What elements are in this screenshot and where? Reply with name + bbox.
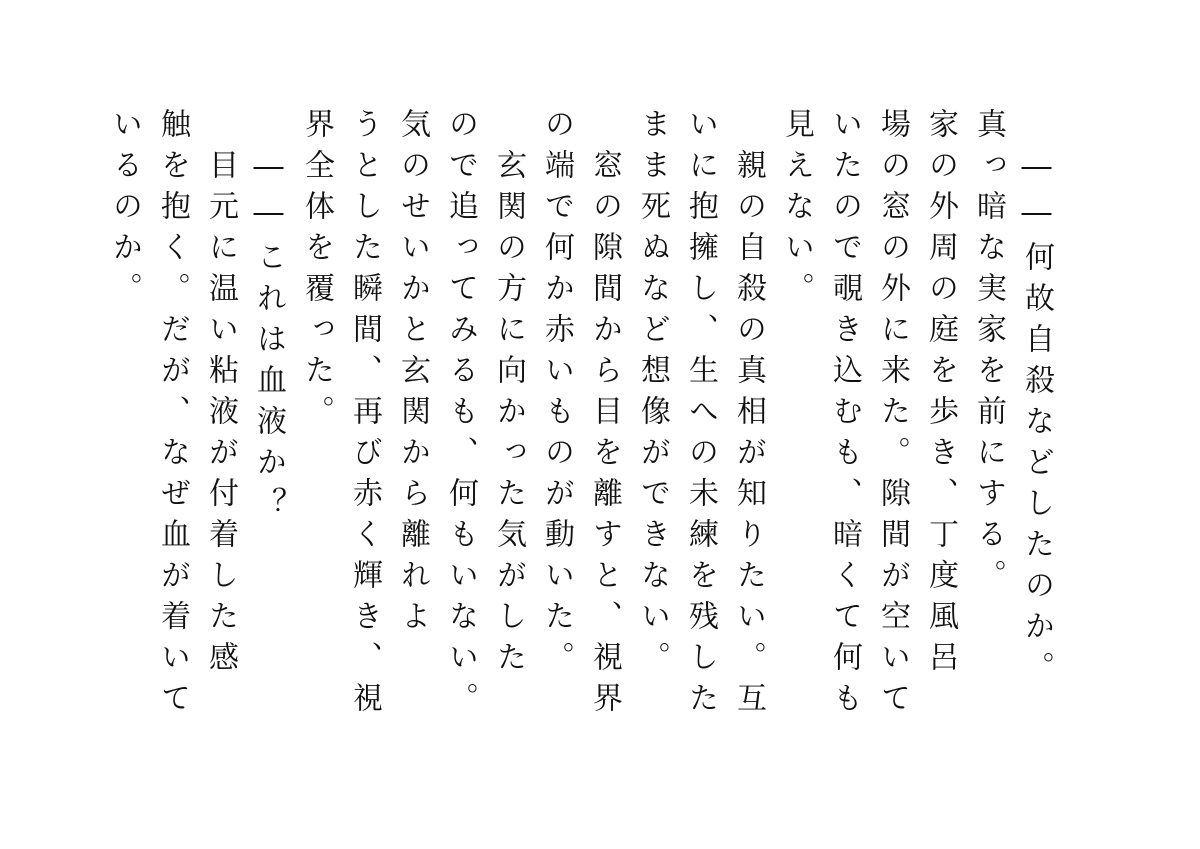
text-line-13: ので追ってみるも、何もいない。 <box>443 108 478 723</box>
text-line-19: 触を抱く。だが、なぜ血が着いて <box>155 108 190 723</box>
text-line-6: 見えない。 <box>779 108 814 313</box>
text-line-14: 気のせいかと玄関から離れよ <box>395 108 430 641</box>
text-line-10: 窓の隙間から目を離すと、視界 <box>587 108 622 723</box>
text-line-17: ――これは血液か？ <box>251 108 286 528</box>
text-line-3: 家の外周の庭を歩き、丁度風呂 <box>923 108 958 682</box>
text-line-16: 界全体を覆った。 <box>299 108 334 436</box>
text-line-2: 真っ暗な実家を前にする。 <box>971 108 1006 600</box>
text-line-15: うとした瞬間、再び赤く輝き、視 <box>347 108 382 723</box>
text-line-18: 目元に温い粘液が付着した感 <box>203 108 238 682</box>
text-line-12: 玄関の方に向かった気がした <box>491 108 526 682</box>
vertical-text-body <box>100 108 1060 748</box>
text-line-8: いに抱擁し、生への未練を残した <box>683 108 718 723</box>
text-line-1: ――何故自殺などしたのか。 <box>1019 108 1054 692</box>
text-line-5: いたので覗き込むも、暗くて何も <box>827 108 862 723</box>
text-line-9: まま死ぬなど想像ができない。 <box>635 108 670 682</box>
text-line-4: 場の窓の外に来た。隙間が空いて <box>875 108 910 723</box>
text-line-20: いるのか。 <box>107 108 142 313</box>
text-line-7: 親の自殺の真相が知りたい。互 <box>731 108 766 723</box>
text-line-11: の端で何か赤いものが動いた。 <box>539 108 574 682</box>
